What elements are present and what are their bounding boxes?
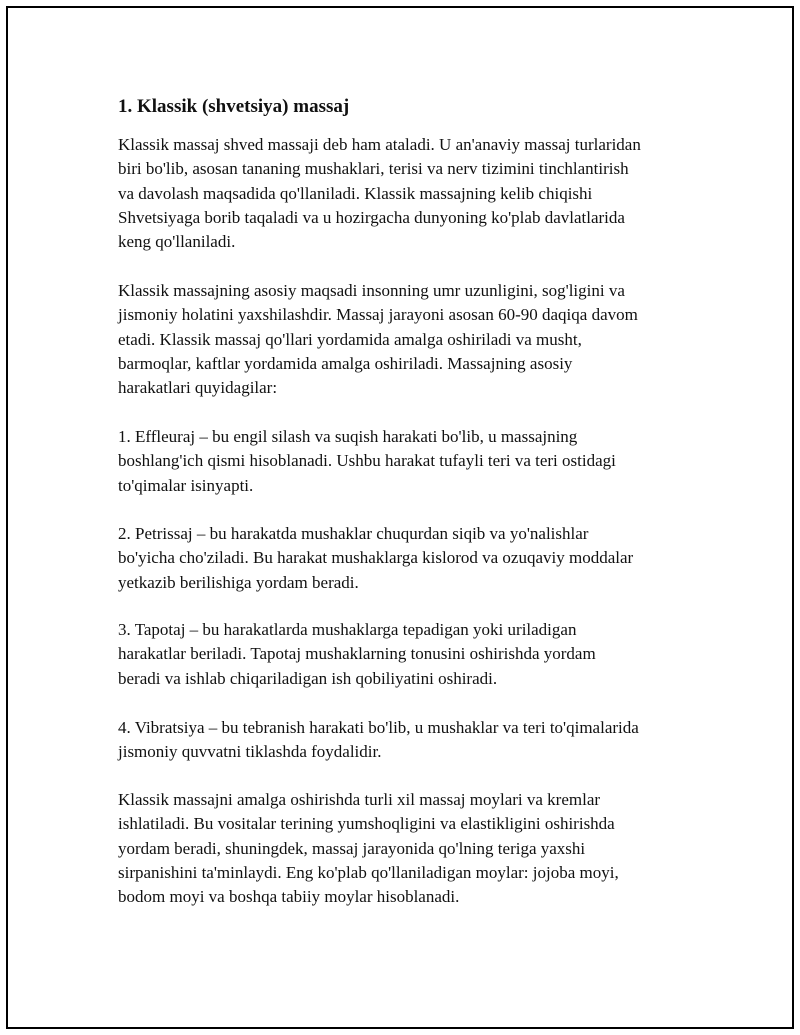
text-line: bo'yicha cho'ziladi. Bu harakat mushaklarga kislorod va ozuqaviy moddalar bbox=[118, 548, 634, 568]
section-heading: 1. Klassik (shvetsiya) massaj bbox=[118, 96, 350, 117]
text-line: jismoniy holatini yaxshilashdir. Massaj jarayoni asosan 60-90 daqiqa davom bbox=[118, 305, 638, 325]
text-line: harakatlar beriladi. Tapotaj mushaklarning tonusini oshirishda yordam bbox=[118, 644, 596, 664]
paragraph-purpose bbox=[118, 279, 638, 400]
text-line: 2. Petrissaj – bu harakatda mushaklar chuqurdan siqib va yo'nalishlar bbox=[118, 524, 589, 543]
text-line: bodom moyi va boshqa tabiiy moylar hisoblanadi. bbox=[118, 887, 460, 907]
text-line: biri bo'lib, asosan tananing mushaklari, terisi va nerv tizimini tinchlantirish bbox=[118, 159, 629, 179]
text-line: beradi va ishlab chiqariladigan ish qobiliyatini oshiradi. bbox=[118, 668, 498, 688]
paragraph-tapotaj bbox=[118, 618, 596, 691]
text-line: to'qimalar isinyapti. bbox=[118, 475, 254, 495]
text-line: ishlatiladi. Bu vositalar terining yumshoqligini va elastikligini oshirishda bbox=[118, 814, 615, 834]
text-line: yetkazib berilishiga yordam beradi. bbox=[118, 572, 359, 592]
text-line: va davolash maqsadida qo'llaniladi. Klassik massajning kelib chiqishi bbox=[118, 183, 593, 203]
paragraph-petrissaj bbox=[118, 522, 633, 595]
text-line: harakatlari quyidagilar: bbox=[118, 378, 278, 398]
paragraph-oils bbox=[118, 788, 619, 909]
paragraph-vibratsiya bbox=[118, 716, 639, 765]
text-line: 4. Vibratsiya – bu tebranish harakati bo'lib, u mushaklar va teri to'qimalarida bbox=[118, 718, 639, 737]
text-line: 3. Tapotaj – bu harakatlarda mushaklarga tepadigan yoki uriladigan bbox=[118, 620, 577, 639]
paragraph-intro bbox=[118, 133, 641, 254]
text-line: keng qo'llaniladi. bbox=[118, 232, 236, 252]
text-line: Shvetsiyaga borib taqaladi va u hozirgacha dunyoning ko'plab davlatlarida bbox=[118, 207, 625, 227]
text-line: barmoqlar, kaftlar yordamida amalga oshiriladi. Massajning asosiy bbox=[118, 353, 573, 373]
text-line: Klassik massajni amalga oshirishda turli xil massaj moylari va kremlar bbox=[118, 790, 601, 809]
text-line: jismoniy quvvatni tiklashda foydalidir. bbox=[118, 742, 382, 762]
text-line: Klassik massajning asosiy maqsadi insonning umr uzunligini, sog'ligini va bbox=[118, 281, 625, 300]
text-line: sirpanishini ta'minlaydi. Eng ko'plab qo'llaniladigan moylar: jojoba moyi, bbox=[118, 862, 619, 882]
text-line: Klassik massaj shved massaji deb ham ataladi. U an'anaviy massaj turlaridan bbox=[118, 135, 641, 154]
text-line: 1. Effleuraj – bu engil silash va suqish harakati bo'lib, u massajning bbox=[118, 427, 578, 446]
text-line: etadi. Klassik massaj qo'llari yordamida amalga oshiriladi va musht, bbox=[118, 329, 582, 349]
text-line: boshlang'ich qismi hisoblanadi. Ushbu harakat tufayli teri va teri ostidagi bbox=[118, 451, 616, 471]
paragraph-effleuraj bbox=[118, 425, 616, 498]
text-line: yordam beradi, shuningdek, massaj jarayonida qo'lning teriga yaxshi bbox=[118, 838, 586, 858]
